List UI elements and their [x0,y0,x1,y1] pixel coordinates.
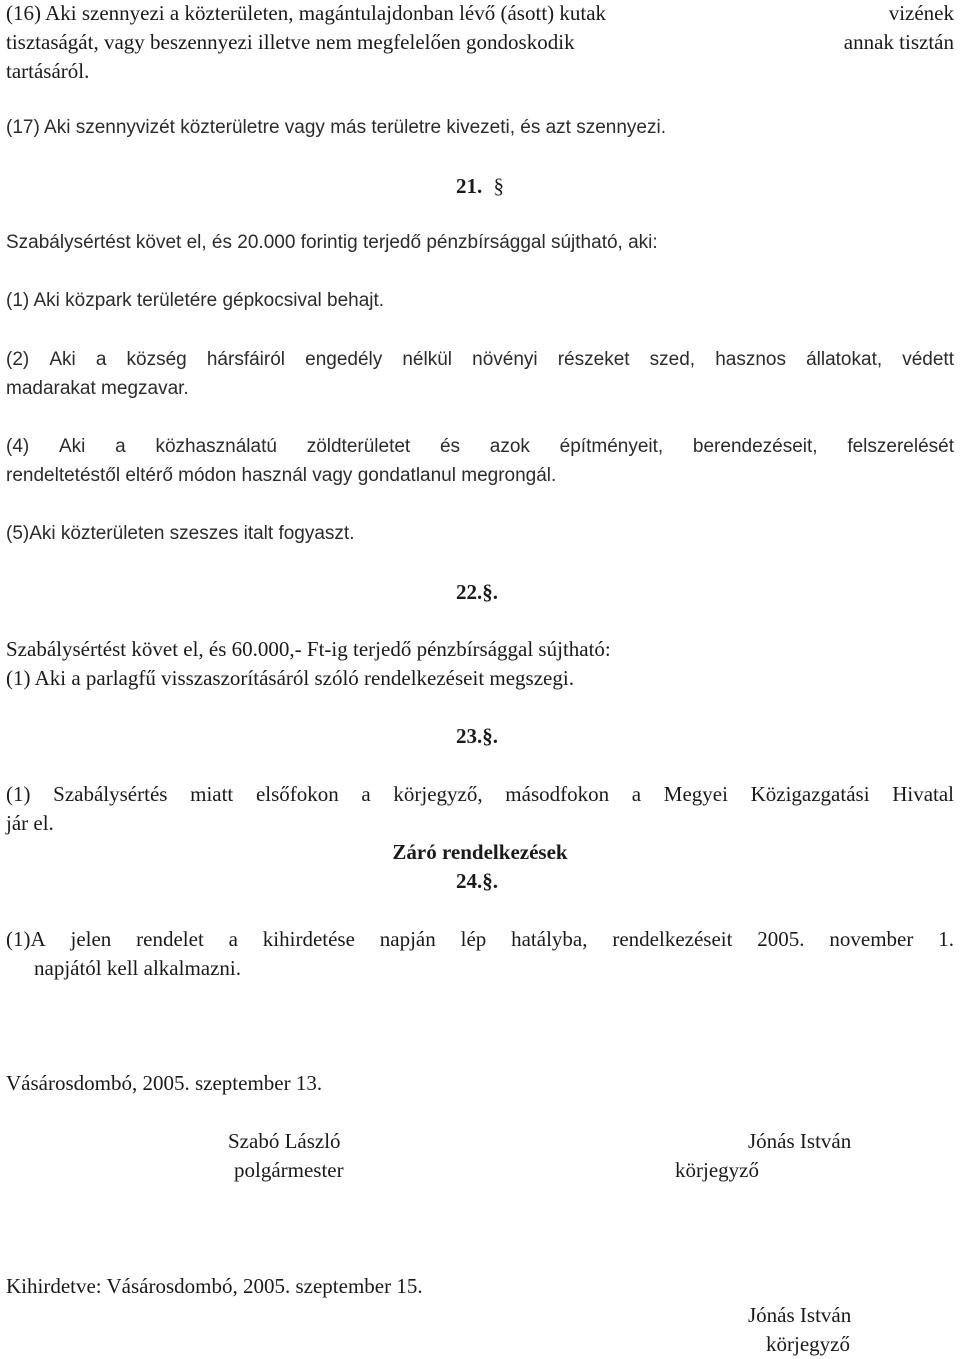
word: napján [379,927,436,951]
section-24-number: 24. [456,869,483,893]
word: Szabálysértés [53,782,168,806]
word: a [115,436,126,457]
word: növényi [472,349,538,370]
section-23-number: 23. [456,724,483,748]
word: állatokat, [806,349,883,370]
word: engedély [305,349,383,370]
word: Aki [49,349,76,370]
section-21-item-4-line1 [6,437,954,456]
closing-provisions-title: Záró rendelkezések [392,840,568,864]
section-22-item-1: (1) Aki a parlagfű visszaszorításáról szóló rendelkezéseit megszegi. [6,666,574,690]
word: (4) [6,436,30,457]
section-22-intro: Szabálysértést követ el, és 60.000,- Ft-ig terjedő pénzbírsággal sújtható: [6,637,611,661]
word: a [228,927,238,951]
word: Megyei [663,782,728,806]
section-22-heading: 22.§. [456,580,498,604]
announcement: Kihirdetve: Vásárosdombó, 2005. szeptember 15. [6,1274,423,1298]
section-23-item-1-line2: jár el. [6,811,54,835]
section-24-item-1-line2: napjától kell alkalmazni. [34,956,242,980]
para-16-line2-left: tisztaságát, vagy beszennyezi illetve nem megfelelően gondoskodik [6,30,575,54]
word: felszerelését [847,436,954,457]
word: részeket [557,349,630,370]
word: másodfokon [505,782,610,806]
section-21-intro: Szabálysértést követ el, és 20.000 forintig terjedő pénzbírsággal sújtható, aki: [6,232,658,253]
word: hasznos [715,349,786,370]
word: elsőfokon [255,782,339,806]
place-date: Vásárosdombó, 2005. szeptember 13. [6,1071,323,1095]
para-16-line1-left: (16) Aki szennyezi a közterületen, magántulajdonban lévő (ásott) kutak [6,1,607,25]
word: jelen [70,927,112,951]
para-16-line1-right: vizének [888,1,954,25]
word: zöldterületet [306,436,411,457]
word: 2005. [757,927,805,951]
word: 1. [938,927,954,951]
section-sign-icon: § [482,724,493,748]
word: (1) [6,782,31,806]
word: és [439,436,461,457]
section-21-item-4-line2: rendeltetéstől eltérő módon használ vagy gondatlanul megrongál. [6,465,557,486]
mayor-title: polgármester [234,1158,344,1182]
word: a [95,349,107,370]
word: Közigazgatási [750,782,870,806]
para-16-line3: tartásáról. [6,59,90,83]
para-16-line2-right: annak tisztán [843,30,954,54]
section-23-heading: 23.§. [456,724,498,748]
word: Hivatal [892,782,954,806]
word: azok [489,436,530,457]
section-23-item-1-line1 [6,784,954,805]
section-21-item-5: (5)Aki közterületen szeszes italt fogyaszt. [6,523,355,544]
word: (1)A [6,927,46,951]
word: kihirdetése [262,927,355,951]
word: a [631,782,642,806]
section-21-number: 21. [456,174,483,198]
word: (2) [6,349,30,370]
para-17: (17) Aki szennyvizét közterületre vagy más területre kivezeti, és azt szennyezi. [6,117,666,138]
word: november [829,927,914,951]
notary-name: Jónás István [748,1129,852,1153]
notary-title: körjegyző [675,1158,759,1182]
word: szed, [649,349,696,370]
final-notary-title: körjegyző [766,1332,850,1356]
mayor-name: Szabó László [228,1129,341,1153]
word: a [361,782,371,806]
word: hatályba, [511,927,588,951]
final-notary-name: Jónás István [748,1303,852,1327]
word: építményeit, [559,436,664,457]
section-sign-icon: § [482,869,493,893]
word: berendezéseit, [692,436,818,457]
section-21-item-2-line2: madarakat megzavar. [6,378,189,399]
word: község [126,349,187,370]
word: körjegyző, [393,782,483,806]
section-sign-icon: § [482,580,493,604]
word: lép [460,927,487,951]
section-sign-icon: § [493,174,504,198]
section-21-item-1: (1) Aki közpark területére gépkocsival behajt. [6,290,385,311]
word: rendelet [136,927,204,951]
word: Aki [58,436,86,457]
word: rendelkezéseit [612,927,733,951]
word: miatt [190,782,234,806]
word: védett [902,349,954,370]
section-24-item-1-line1 [6,929,954,950]
section-22-number: 22. [456,580,483,604]
section-24-heading: 24.§. [456,869,498,893]
word: közhasználatú [155,436,277,457]
word: nélkül [402,349,453,370]
section-21-heading [456,176,504,197]
section-21-item-2-line1 [6,350,954,369]
word: hársfáiról [206,349,286,370]
